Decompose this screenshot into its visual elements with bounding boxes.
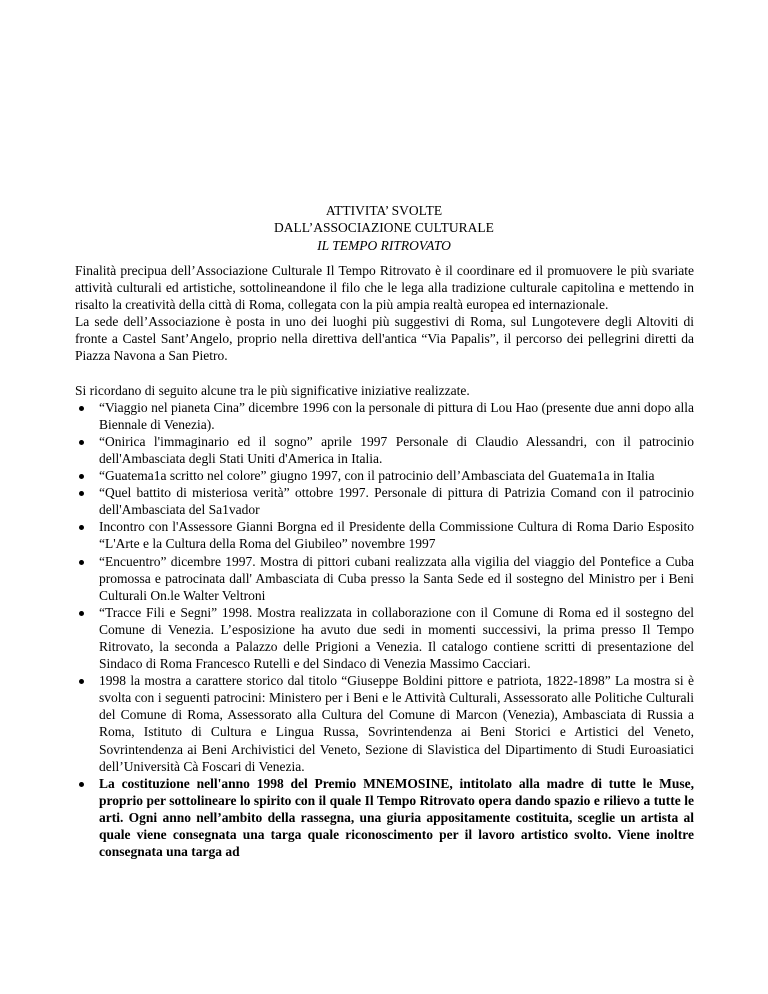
heading-line-1: ATTIVITA’ SVOLTE bbox=[325, 203, 443, 218]
intro-paragraph-1: Finalità precipua dell’Associazione Culturale Il Tempo Ritrovato è il coordinare ed il promuovere le più svariate attività culturali ed artistiche, sottolineandone il filo che le lega alla tradizione culturale capitolina e mettendo in risalto la creatività della città di Roma, collegata con la più ampia realtà europea ed internazionale. bbox=[75, 263, 694, 313]
list-item: “Viaggio nel pianeta Cina” dicembre 1996 con la personale di pittura di Lou Hao (presente due anni dopo alla Biennale di Venezia). bbox=[75, 399, 694, 433]
paragraph-spacer bbox=[75, 365, 694, 382]
list-item: “Encuentro” dicembre 1997. Mostra di pittori cubani realizzata alla vigilia del viaggio del Pontefice a Cuba promossa e patrocinata dall' Ambasciata di Cuba presso la Santa Sede ed il sostegno del Ministro per i Beni Culturali On.le Walter Veltroni bbox=[75, 553, 694, 604]
list-item: Incontro con l'Assessore Gianni Borgna ed il Presidente della Commissione Cultura di Roma Dario Esposito “L'Arte e la Cultura della Roma del Giubileo” novembre 1997 bbox=[75, 518, 694, 552]
heading-line-3: IL TEMPO RITROVATO bbox=[317, 237, 451, 253]
list-item: “Onirica l'immaginario ed il sogno” aprile 1997 Personale di Claudio Alessandri, con il patrocinio dell'Ambasciata degli Stati Uniti d'America in Italia. bbox=[75, 433, 694, 467]
activities-list bbox=[75, 399, 694, 861]
list-item: 1998 la mostra a carattere storico dal titolo “Giuseppe Boldini pittore e patriota, 1822-1898” La mostra si è svolta con i seguenti patrocini: Ministero per i Beni e le Attività Culturali, Assessorato alle Politiche Culturali del Comune di Roma, Assessorato alla Cultura del Comune di Marcon (Venezia), Ambasciata di Russia a Roma, Istituto di Cultura e Lingua Russa, Sovrintendenza ai Beni Storici e Artistici del Veneto, Sovrintendenza ai Beni Archivistici del Veneto, Sezione di Slavistica del Dipartimento di Studi Euroasiatici dell’Università Cà Foscari di Venezia. bbox=[75, 672, 694, 775]
list-item: “Tracce Fili e Segni” 1998. Mostra realizzata in collaborazione con il Comune di Roma ed il sostegno del Comune di Venezia. L’esposizione ha avuto due sedi in momenti successivi, la prima presso Il Tempo Ritrovato, la seconda a Palazzo delle Prigioni a Venezia. Il catalogo contiene scritti di presentazione del Sindaco di Roma Francesco Rutelli e del Sindaco di Venezia Massimo Cacciari. bbox=[75, 604, 694, 672]
document-heading bbox=[0, 202, 768, 254]
list-item: La costituzione nell'anno 1998 del Premio MNEMOSINE, intitolato alla madre di tutte le Muse, proprio per sottolineare lo spirito con il quale Il Tempo Ritrovato opera dando spazio e rilievo a tutte le arti. Ogni anno nell’ambito della rassegna, una giuria appositamente costituita, sceglie un artista al quale viene consegnata una targa quale riconoscimento per il lavoro artistico svolto. Viene inoltre consegnata una targa ad bbox=[75, 775, 694, 860]
intro-paragraph-3: Si ricordano di seguito alcune tra le più significative iniziative realizzate. bbox=[75, 382, 470, 398]
intro-paragraph-2: La sede dell’Associazione è posta in uno dei luoghi più suggestivi di Roma, sul Lungotevere degli Altoviti di fronte a Castel Sant’Angelo, proprio nella direttiva dell'antica “Via Papalis”, il percorso dei pellegrini diretti da Piazza Navona a San Pietro. bbox=[75, 314, 694, 364]
list-item: “Guatema1a scritto nel colore” giugno 1997, con il patrocinio dell’Ambasciata del Guatema1a in Italia bbox=[75, 467, 694, 484]
list-item: “Quel battito di misteriosa verità” ottobre 1997. Personale di pittura di Patrizia Comand con il patrocinio dell'Ambasciata del Sa1vador bbox=[75, 484, 694, 518]
heading-line-2: DALL’ASSOCIAZIONE CULTURALE bbox=[274, 220, 494, 236]
document-body bbox=[75, 262, 694, 860]
